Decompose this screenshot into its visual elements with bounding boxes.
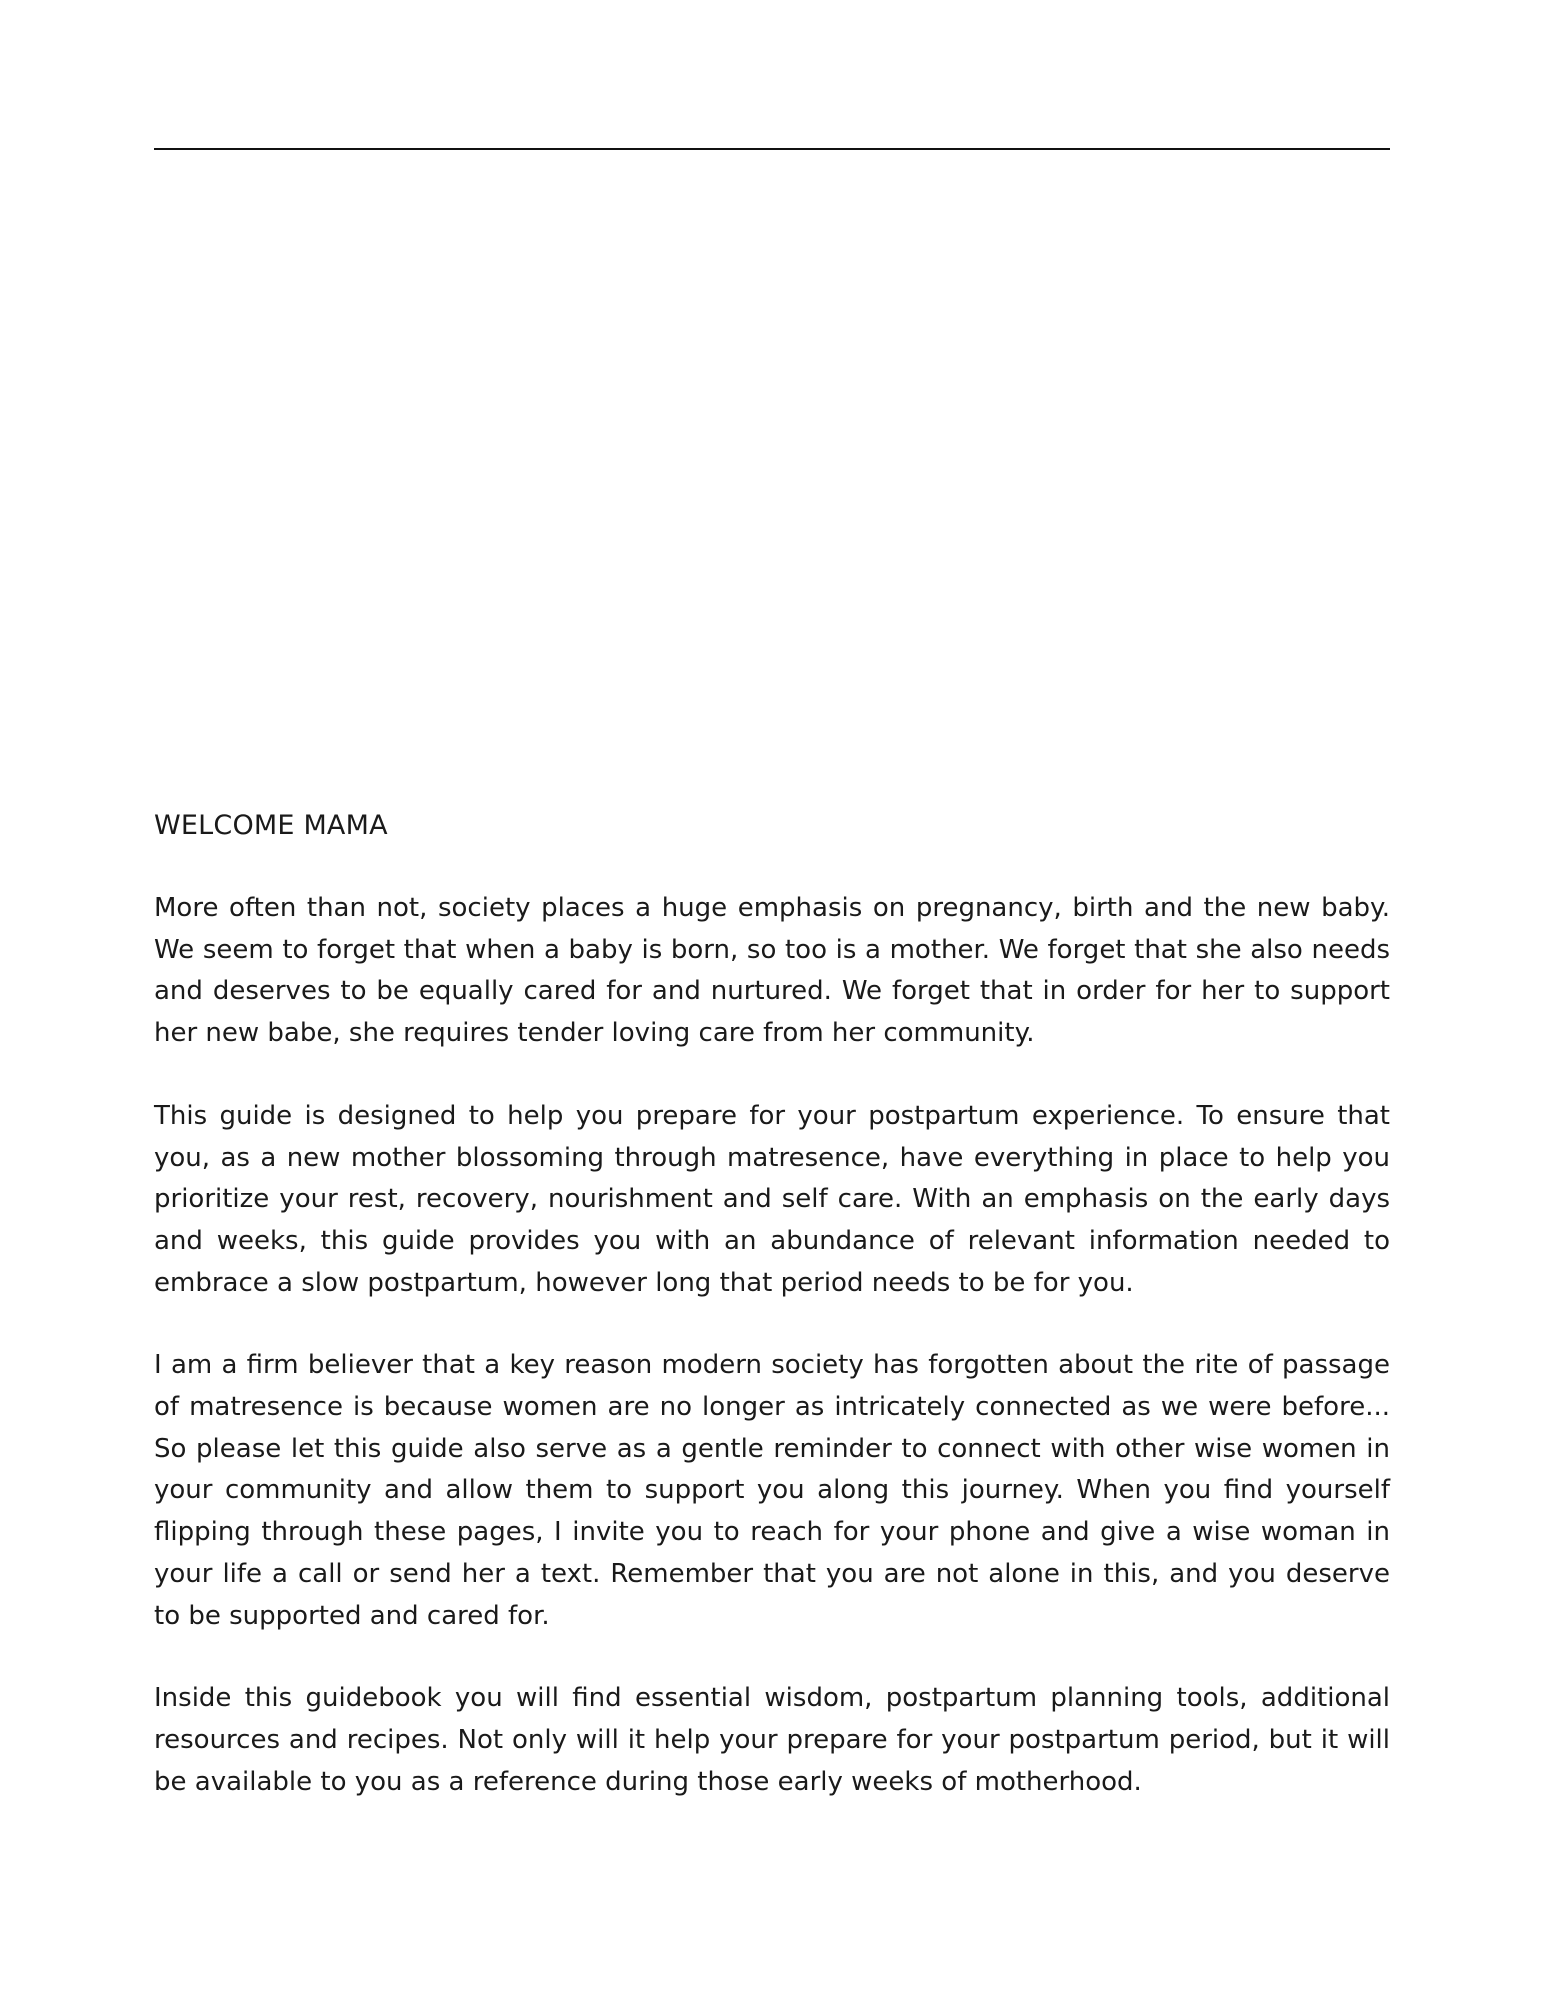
page-title: WELCOME MAMA (154, 810, 388, 841)
paragraph-intro: More often than not, society places a huge emphasis on pregnancy, birth and the new baby. We seem to forget that when a baby is born, so too is a mother. We forget that she also needs and deserves to be equally cared for and nurtured. We forget that in order for her to support her new babe, she requires tender loving care from her community. (154, 893, 1390, 1049)
paragraph-guide-purpose: This guide is designed to help you prepare for your postpartum experience. To ensure that you, as a new mother blossoming through matresence, have everything in place to help you prioritize your rest, recovery, nourishment and self care. With an emphasis on the early days and weeks, this guide provides you with an abundance of relevant information needed to embrace a slow postpartum, however long that period needs to be for you. (154, 1100, 1390, 1298)
paragraph-community: I am a firm believer that a key reason modern society has forgotten about the rite of passage of matresence is because women are no longer as intricately connected as we were before... So please let this guide also serve as a gentle reminder to connect with other wise women in your community and allow them to support you along this journey. When you find yourself flipping through these pages, I invite you to reach for your phone and give a wise woman in your life a call or send her a text. Remember that you are not alone in this, and you deserve to be supported and cared for. (154, 1350, 1390, 1631)
top-divider (154, 148, 1390, 150)
paragraph-contents: Inside this guidebook you will find essential wisdom, postpartum planning tools, additional resources and recipes. Not only will it help your prepare for your postpartum period, but it will be available to you as a reference during those early weeks of motherhood. (154, 1683, 1390, 1797)
document-body (154, 805, 1390, 1844)
